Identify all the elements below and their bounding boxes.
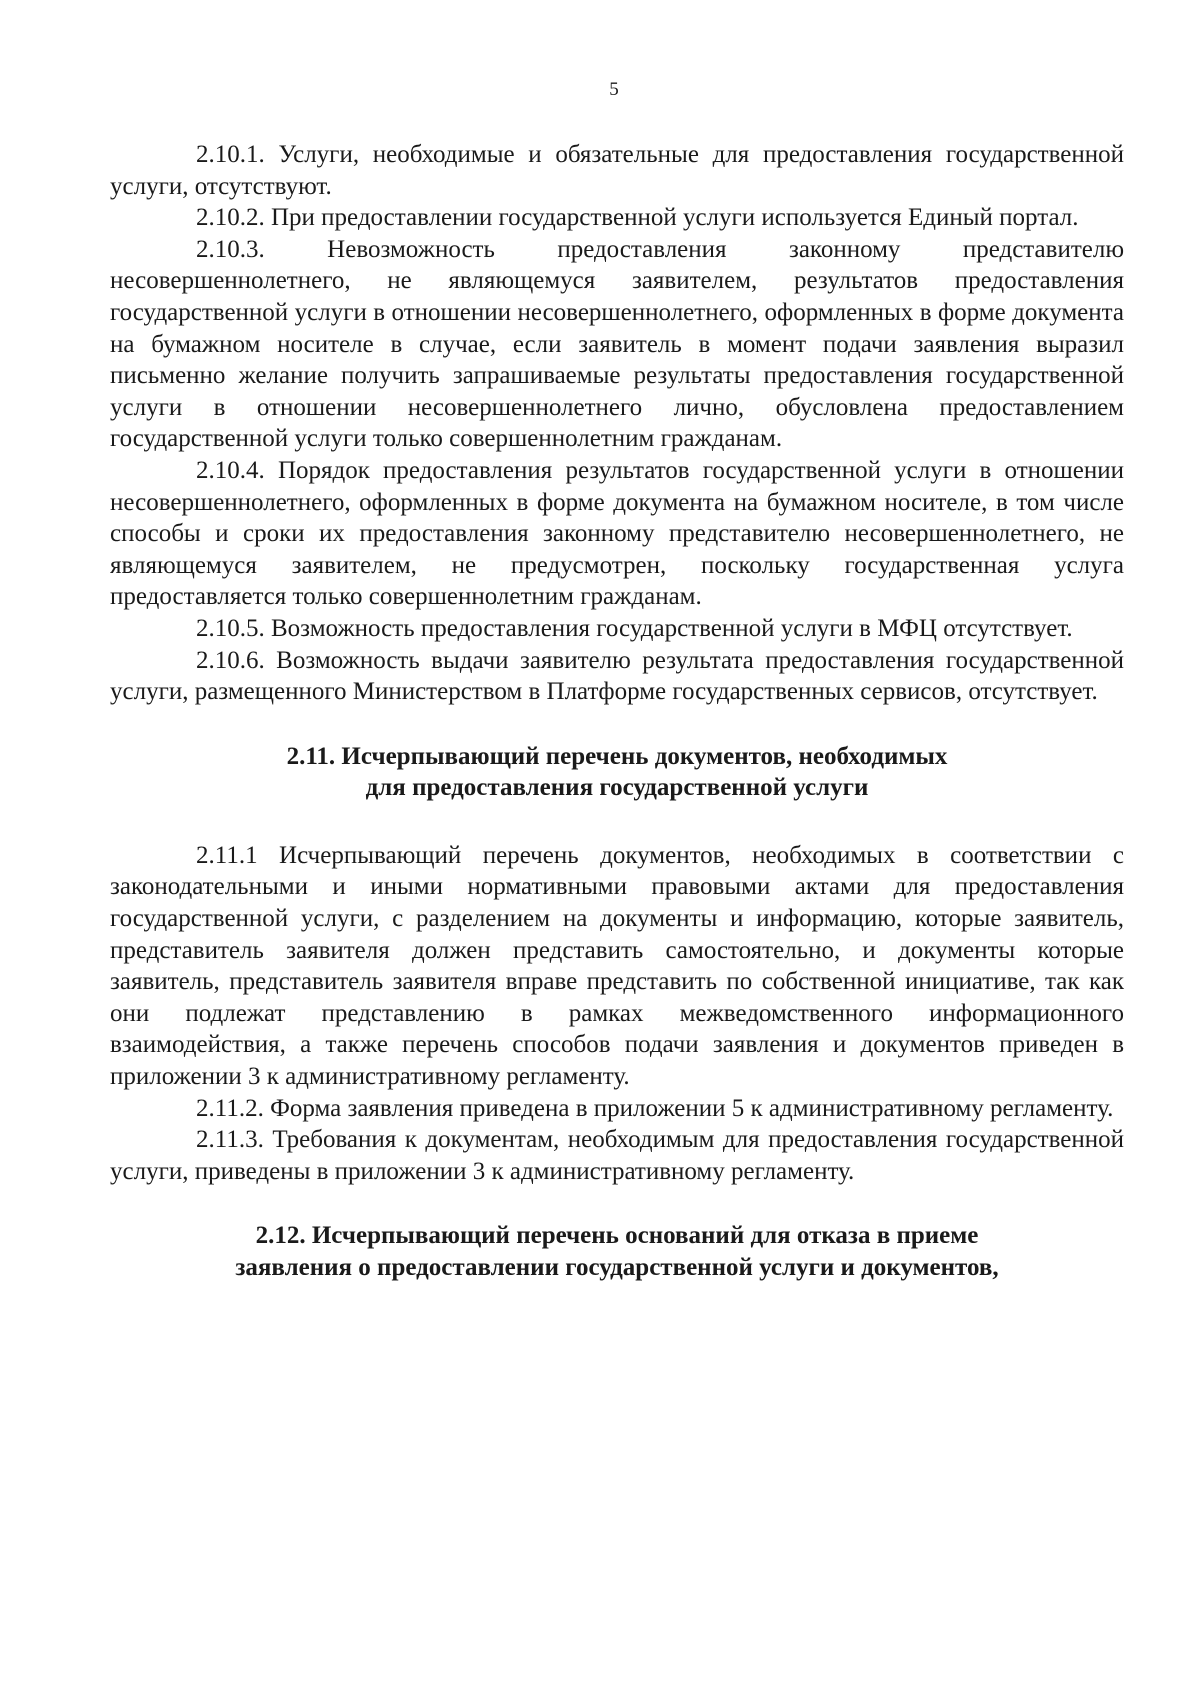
section-heading-2-12: [110, 1220, 1124, 1283]
page-number: 5: [609, 79, 619, 100]
section-heading-2-12-line-2: заявления о предоставлении государственной услуги и документов,: [235, 1254, 999, 1281]
paragraph-2-10-1: 2.10.1. Услуги, необходимые и обязательные для предоставления государственной услуги, отсутствуют.: [110, 141, 1124, 200]
paragraph-2-10-2: 2.10.2. При предоставлении государственной услуги используется Единый портал.: [196, 204, 1079, 232]
paragraph-2-10-6: 2.10.6. Возможность выдачи заявителю результата предоставления государственной услуги, размещенного Министерством в Платформе государственных сервисов, отсутствует.: [110, 646, 1124, 706]
section-heading-2-11-line-2: для предоставления государственной услуги: [365, 774, 869, 802]
section-heading-2-12-line-1: 2.12. Исчерпывающий перечень оснований для отказа в приеме: [255, 1222, 979, 1250]
paragraph-2-10-5: 2.10.5. Возможность предоставления государственной услуги в МФЦ отсутствует.: [196, 614, 1073, 642]
section-heading-2-11-line-1: 2.11. Исчерпывающий перечень документов, необходимых: [286, 742, 948, 770]
section-heading-2-11: [110, 741, 1124, 804]
paragraph-2-10-4: 2.10.4. Порядок предоставления результатов государственной услуги в отношении несовершеннолетнего, оформленных в форме документа на бумажном носителе, в том числе способы и сроки их предоставления законному представителю несовершеннолетнего, не являющемуся заявителем, не предусмотрен, поскольку государственная услуга предоставляется только совершеннолетним гражданам.: [110, 456, 1124, 611]
paragraph-2-10-3: 2.10.3. Невозможность предоставления законному представителю несовершеннолетнего, не являющемуся заявителем, результатов предоставления государственной услуги в отношении несовершеннолетнего, оформленных в форме документа на бумажном носителе в случае, если заявитель в момент подачи заявления выразил письменно желание получить запрашиваемые результаты предоставления государственной услуги в отношении несовершеннолетнего лично, обусловлена предоставлением государственной услуги только совершеннолетним гражданам.: [110, 235, 1124, 453]
paragraph-2-11-1: 2.11.1 Исчерпывающий перечень документов, необходимых в соответствии с законодательными и иными нормативными правовыми актами для предоставления государственной услуги, с разделением на документы и информацию, которые заявитель, представитель заявителя должен представить самостоятельно, и документы которые заявитель, представитель заявителя вправе представить по собственной инициативе, так как они подлежат представлению в рамках межведомственного информационного взаимодействия, а также перечень способов подачи заявления и документов приведен в приложении 3 к административному регламенту.: [110, 841, 1124, 1091]
paragraph-2-11-2: 2.11.2. Форма заявления приведена в приложении 5 к административному регламенту.: [196, 1094, 1114, 1122]
paragraph-2-11-3: 2.11.3. Требования к документам, необходимым для предоставления государственной услуги, приведены в приложении 3 к административному регламенту.: [110, 1126, 1124, 1185]
